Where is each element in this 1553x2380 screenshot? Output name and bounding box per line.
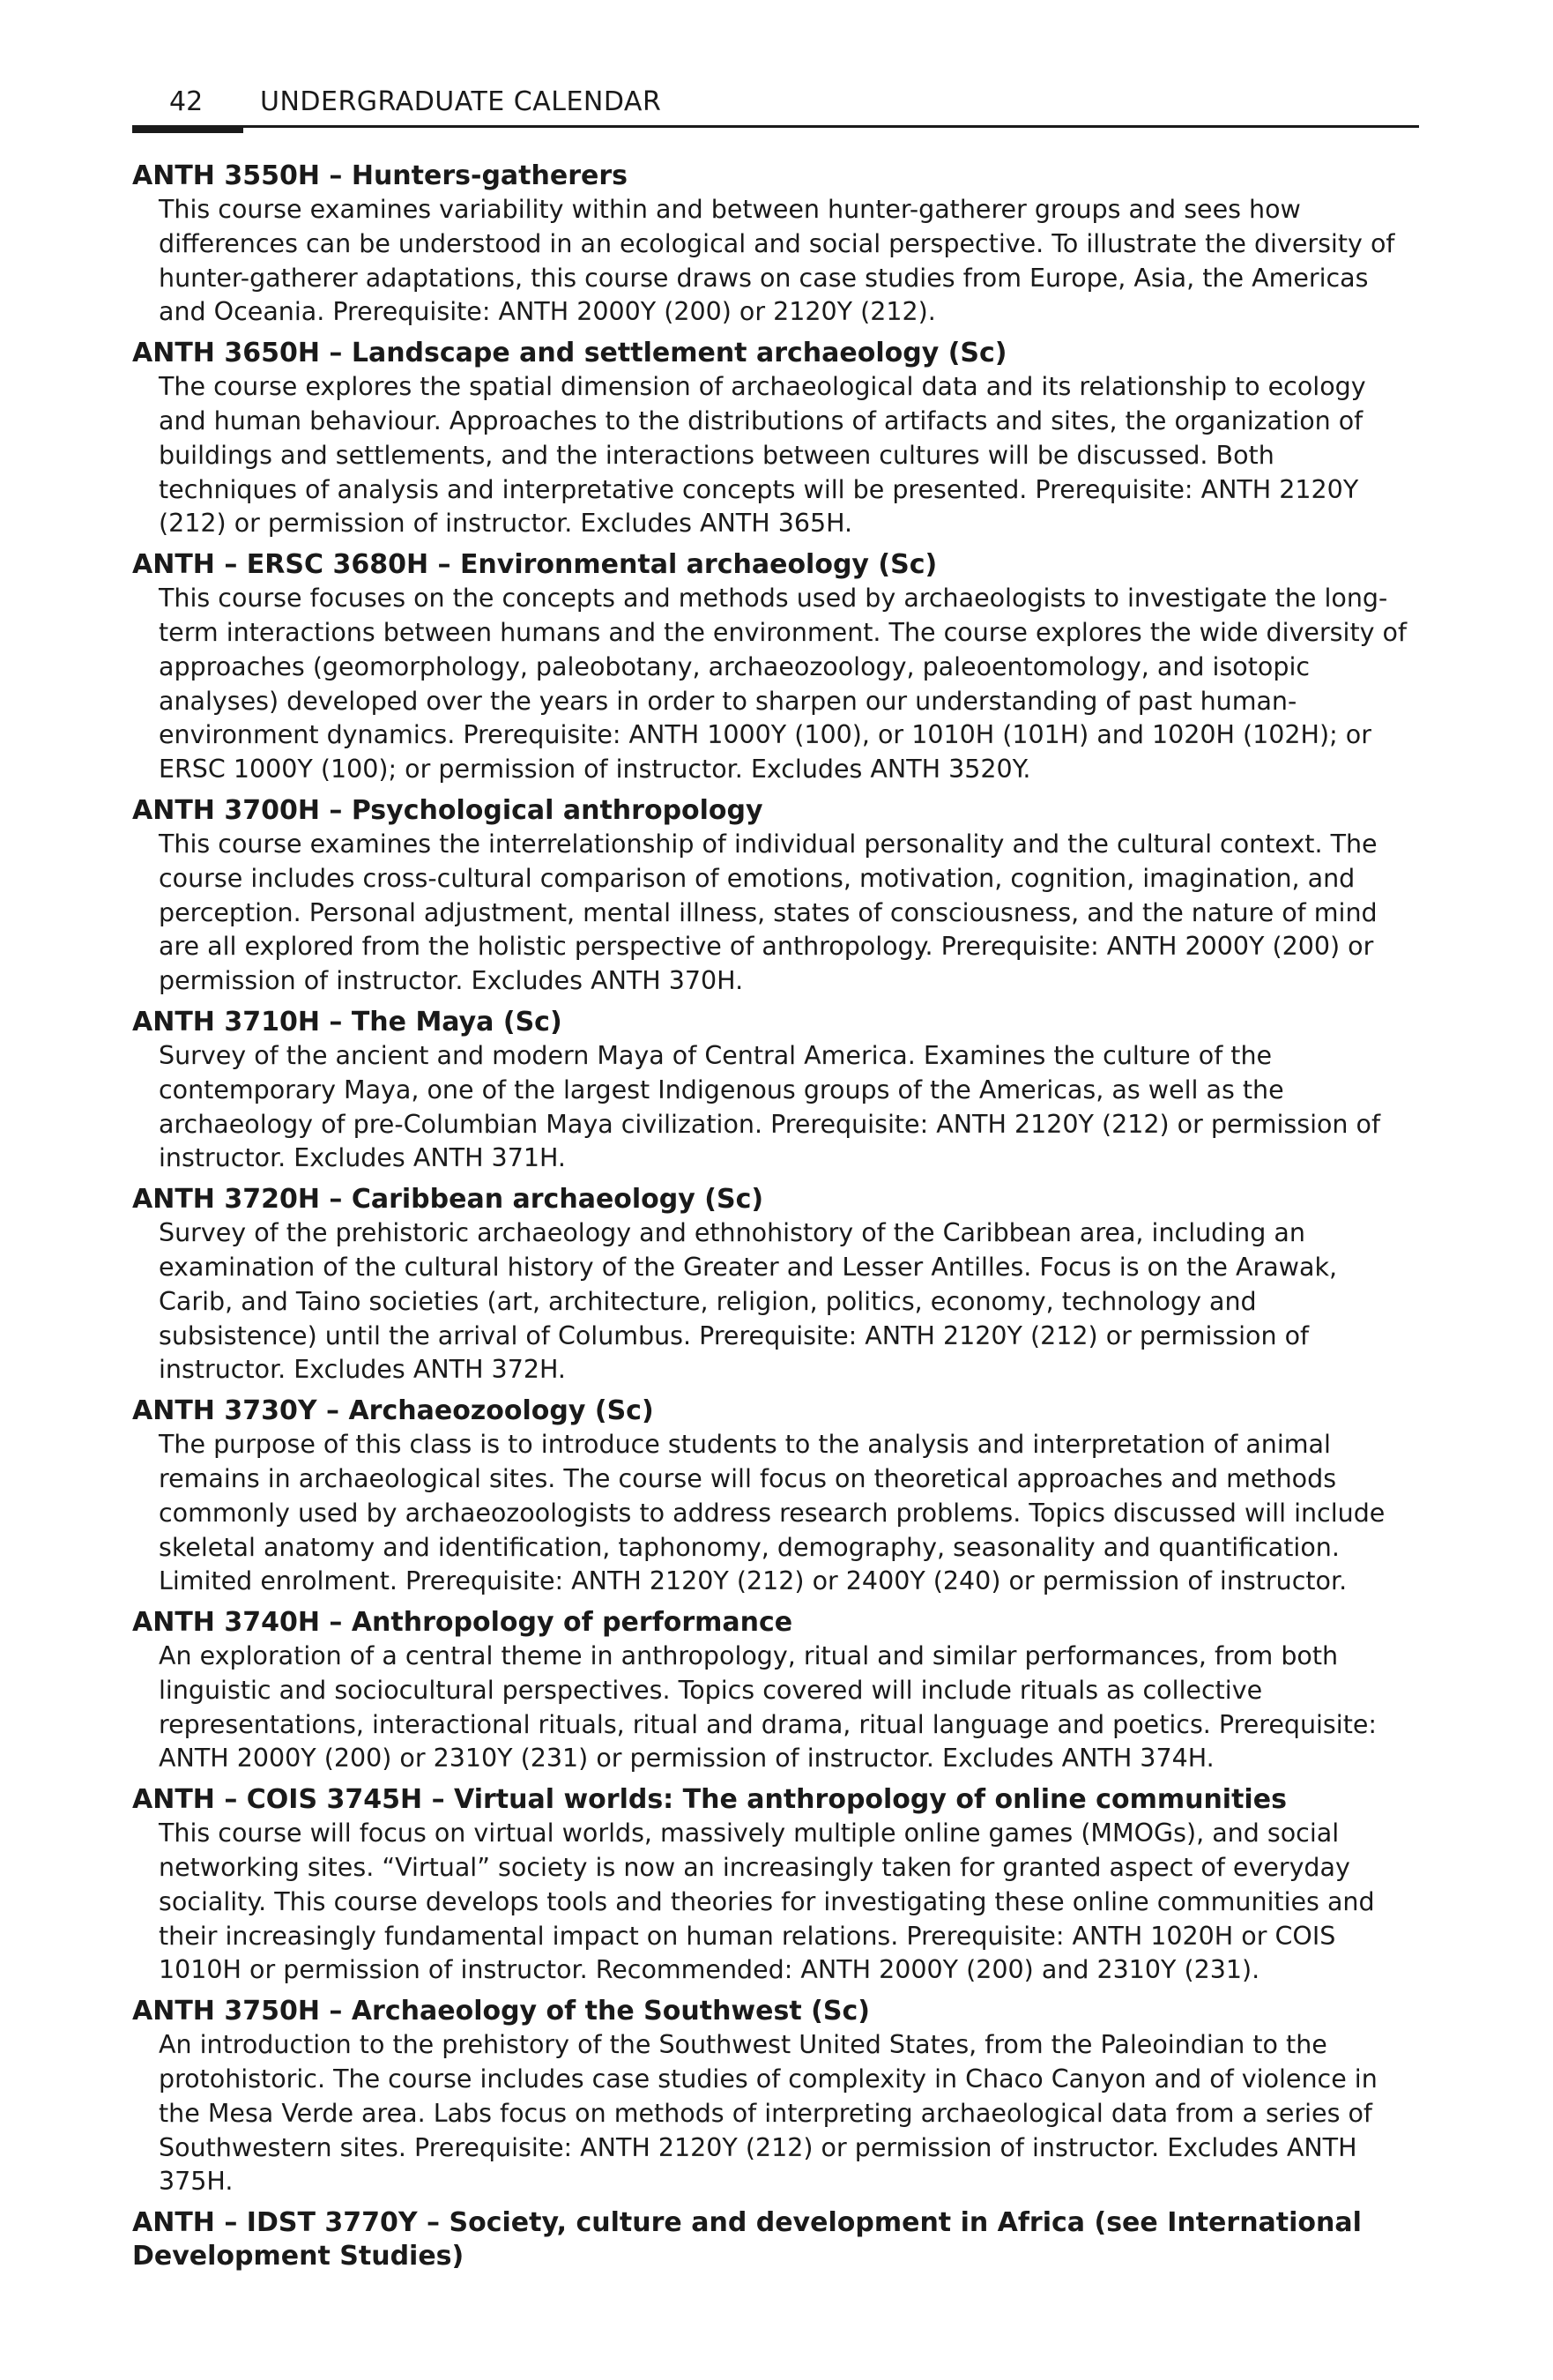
course-description: Survey of the ancient and modern Maya of Central America. Examines the culture of the contemporary Maya, one of the largest Indigenous groups of the Americas, as well as the archaeology of pre-Columbian Maya civilization. Prerequisite: ANTH 2120Y (212) or permission of instructor. Excludes ANTH 371H. bbox=[159, 1040, 1381, 1173]
course-entry bbox=[132, 1606, 1419, 1776]
course-description: Survey of the prehistoric archaeology and ethnohistory of the Caribbean area, including an examination of the cultural history of the Greater and Lesser Antilles. Focus is on the Arawak, Carib, and Taino societies (art, architecture, religion, politics, economy, technology and subsistence) until the arrival of Columbus. Prerequisite: ANTH 2120Y (212) or permission of instructor. Excludes ANTH 372H. bbox=[159, 1218, 1338, 1385]
running-title: UNDERGRADUATE CALENDAR bbox=[260, 86, 662, 117]
course-description: This course examines variability within and between hunter-gatherer groups and sees how differences can be understood in an ecological and social perspective. To illustrate the diversity of hunter-gatherer adaptations, this course draws on case studies from Europe, Asia, the Americas and Oceania. Prerequisite: ANTH 2000Y (200) or 2120Y (212). bbox=[159, 195, 1395, 327]
course-title: ANTH – IDST 3770Y – Society, culture and development in Africa (see International Development Studies) bbox=[132, 2207, 1362, 2272]
page-number: 42 bbox=[169, 86, 204, 117]
course-entry bbox=[132, 2206, 1419, 2273]
course-title: ANTH 3720H – Caribbean archaeology (Sc) bbox=[132, 1184, 764, 1216]
course-title: ANTH 3750H – Archaeology of the Southwest (Sc) bbox=[132, 1996, 870, 2027]
course-description: The purpose of this class is to introduce students to the analysis and interpretation of animal remains in archaeological sites. The course will focus on theoretical approaches and methods commonly used by archaeozoologists to address research problems. Topics discussed will include skeletal anatomy and identification, taphonomy, demography, seasonality and quantification. Limited enrolment. Prerequisite: ANTH 2120Y (212) or 2400Y (240) or permission of instructor. bbox=[159, 1430, 1386, 1596]
course-entry bbox=[132, 1995, 1419, 2199]
page-header bbox=[132, 85, 1419, 130]
course-entry bbox=[132, 1395, 1419, 1599]
course-entry bbox=[132, 794, 1419, 999]
course-description: An introduction to the prehistory of the Southwest United States, from the Paleoindian to the protohistoric. The course includes case studies of complexity in Chaco Canyon and of violence in the Mesa Verde area. Labs focus on methods of interpreting archaeological data from a series of Southwestern sites. Prerequisite: ANTH 2120Y (212) or permission of instructor. Excludes ANTH 375H. bbox=[159, 2030, 1378, 2197]
course-title: ANTH – COIS 3745H – Virtual worlds: The anthropology of online communities bbox=[132, 1784, 1287, 1816]
course-title: ANTH 3700H – Psychological anthropology bbox=[132, 794, 763, 826]
course-title: ANTH 3740H – Anthropology of performance bbox=[132, 1607, 793, 1639]
course-list bbox=[132, 160, 1419, 2280]
course-title: ANTH 3650H – Landscape and settlement archaeology (Sc) bbox=[132, 338, 1007, 369]
course-description: This course will focus on virtual worlds, massively multiple online games (MMOGs), and social networking sites. “Virtual” society is now an increasingly taken for granted aspect of everyday sociality. This course develops tools and theories for investigating these online communities and their increasingly fundamental impact on human relations. Prerequisite: ANTH 1020H or COIS 1010H or permission of instructor. Recommended: ANTH 2000Y (200) and 2310Y (231). bbox=[159, 1818, 1375, 1985]
course-title: ANTH – ERSC 3680H – Environmental archaeology (Sc) bbox=[132, 549, 938, 581]
course-entry bbox=[132, 548, 1419, 787]
course-entry bbox=[132, 337, 1419, 541]
course-description: This course examines the interrelationship of individual personality and the cultural context. The course includes cross-cultural comparison of emotions, motivation, cognition, imagination, and perception. Personal adjustment, mental illness, states of consciousness, and the nature of mind are all explored from the holistic perspective of anthropology. Prerequisite: ANTH 2000Y (200) or permission of instructor. Excludes ANTH 370H. bbox=[159, 829, 1378, 996]
course-entry bbox=[132, 160, 1419, 330]
header-rule bbox=[132, 125, 1419, 128]
course-entry bbox=[132, 1783, 1419, 1988]
course-title: ANTH 3550H – Hunters-gatherers bbox=[132, 160, 628, 191]
course-description: The course explores the spatial dimension of archaeological data and its relationship to ecology and human behaviour. Approaches to the distributions of artifacts and sites, the organization of buildings and settlements, and the interactions between cultures will be discussed. Both techniques of analysis and interpretative concepts will be presented. Prerequisite: ANTH 2120Y (212) or permission of instructor. Excludes ANTH 365H. bbox=[159, 372, 1366, 539]
course-entry bbox=[132, 1006, 1419, 1176]
course-entry bbox=[132, 1183, 1419, 1387]
course-description: This course focuses on the concepts and methods used by archaeologists to investigate the long-term interactions between humans and the environment. The course explores the wide diversity of approaches (geomorphology, paleobotany, archaeozoology, paleoentomology, and isotopic analyses) developed over the years in order to sharpen our understanding of past human-environment dynamics. Prerequisite: ANTH 1000Y (100), or 1010H (101H) and 1020H (102H); or ERSC 1000Y (100); or permission of instructor. Excludes ANTH 3520Y. bbox=[159, 584, 1408, 785]
course-description: An exploration of a central theme in anthropology, ritual and similar performances, from both linguistic and sociocultural perspectives. Topics covered will include rituals as collective representations, interactional rituals, ritual and drama, ritual language and poetics. Prerequisite: ANTH 2000Y (200) or 2310Y (231) or permission of instructor. Excludes ANTH 374H. bbox=[159, 1641, 1378, 1774]
course-title: ANTH 3730Y – Archaeozoology (Sc) bbox=[132, 1395, 654, 1427]
header-tab-bar bbox=[132, 125, 243, 133]
course-title: ANTH 3710H – The Maya (Sc) bbox=[132, 1006, 562, 1038]
